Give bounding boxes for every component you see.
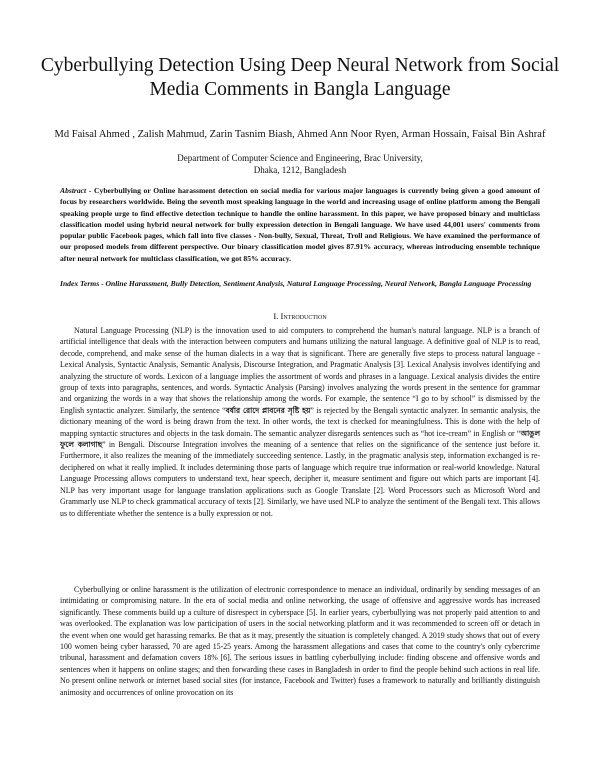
bangla-example-sentence-1: বর্ষার রোদে প্লাবনের সৃষ্টি হয় xyxy=(225,405,311,415)
abstract-label: Abstract xyxy=(60,186,87,195)
affiliation xyxy=(40,153,560,176)
paper-title: Cyberbullying Detection Using Deep Neural Network from Social Media Comments in Bangla Language xyxy=(40,55,560,100)
affiliation-line-1: Department of Computer Science and Engineering, Brac University, xyxy=(177,153,423,163)
intro-paragraph-2: Cyberbullying or online harassment is the utilization of electronic correspondence to menace an individual, ordinarily by sending messages of an intimidating or compromising nature. In the era of social media and online networking, the usage of offensive and aggressive words has increased significantly. These comments build up a culture of disrespect in cyberspace [5]. In earlier years, cyberbullying was not properly paid attention to and was overlooked. The explanation was low participation of users in the social networking platform and it was recommended to screen off or detach in the event when one would get harassing remarks. Be that as it may, presently the situation is completely changed. A 2019 study shows that out of every 100 women being cyber harassed, 70 are aged 15-25 years. Among the harassment allegations and cases that come to the country's only cybercrime tribunal, harassment and defamation covers 18% [6]. The serious issues in battling cyberbullying include: finding obscene and offensive words and sentences when it happens on online stages; and then forwarding these cases in Bangladesh in order to find the people behind such actions in real life. No present online network or internet based social sites (for instance, Facebook and Twitter) fuses a framework to naturally and brilliantly distinguish animosity and occurrences of online provocation on its xyxy=(60,585,540,697)
section-title: Introduction xyxy=(280,311,327,321)
intro-paragraph-1 xyxy=(60,325,540,519)
index-terms: Index Terms - Online Harassment, Bully Detection, Sentiment Analysis, Natural Language Processing, Neural Network, Bangla Language Processing xyxy=(60,279,532,288)
abstract-text: - Cyberbullying or Online harassment detection on social media for various major languages is currently being given a good amount of focus by researchers worldwide. Being the seventh most speaking language in the world and increasing usage of online platform among the Bengali speaking people urge to find effective detection technique to handle the online harassment. In this paper, we have proposed binary and multiclass classification model using hybrid neural network for bully expression detection in Bengali language. We have used 44,001 users' comments from popular public Facebook pages, which fall into five classes - Non-bully, Sexual, Threat, Troll and Religious. We have examined the performance of our proposed models from different perspective. Our binary classification model gives 87.91% accuracy, whereas introducing ensemble technique after neural network for multiclass classification, we got 85% accuracy. xyxy=(60,186,540,263)
author-list: Md Faisal Ahmed , Zalish Mahmud, Zarin Tasnim Biash, Ahmed Ann Noor Ryen, Arman Hossain, Faisal Bin Ashraf xyxy=(54,129,546,140)
bangla-example-sentence-2: আঙুল ফুলে কলাগাছ xyxy=(60,428,540,450)
section-number: I. xyxy=(273,311,279,321)
affiliation-line-2: Dhaka, 1212, Bangladesh xyxy=(253,164,347,175)
section-heading xyxy=(40,311,560,322)
paragraph-1-part-c: ” in Bengali. Discourse Integration involves the meaning of a sentence that relies on the significance of the sentence just before it. Furthermore, it also realizes the meaning of the immediately succeeding sentence. Lastly, in the pragmatic analysis step, information exchanged is re-deciphered on what it really implied. It includes determining those parts of language which require true information or real-world knowledge. Natural Language Processing allows computers to understand text, hear speech, decipher it, measure sentiment and figure out which parts are important [4]. NLP has very important usage for language translation applications such as Google Translate [2]. Word Processors such as Microsoft Word and Grammarly use NLP to check grammatical accuracy of texts [2]. Similarly, we have used NLP to analyze the sentiment of the Bengali text. This allows us to differentiate whether the sentence is a bully expression or not. xyxy=(60,440,540,518)
paragraph-1-part-a: Natural Language Processing (NLP) is the innovation used to aid computers to comprehend the human's natural language. NLP is a branch of artificial intelligence that deals with the interaction between computers and humans utilizing the natural language. A definitive goal of NLP is to read, decode, comprehend, and make sense of the human dialects in a way that is significant. There are generally five steps to process natural language - Lexical Analysis, Syntactic Analysis, Semantic Analysis, Discourse Integration, and Pragmatic Analysis [3]. Lexical Analysis involves identifying and analyzing the structure of words. Lexicon of a language implies the assortment of words and phrases in a language. Lexical analysis divides the entire group of texts into paragraphs, sentences, and words. Syntactic Analysis (Parsing) involves analyzing the words present in the sentence for grammar and organizing the words in a way that shows the relationship among the words. For example, the sentence “I go to by school” is dismissed by the English syntactic analyzer. Similarly, the sentence “ xyxy=(60,326,540,415)
abstract xyxy=(60,185,540,264)
paragraph-1-part-b: ” is rejected by the Bengali syntactic analyzer. In semantic analysis, the dictionary meaning of the word is being drawn from the text. In other words, the text is checked for meaningfulness. This is done with the help of mapping syntactic structures and objects in the task domain. The semantic analyzer disregards sentences such as “hot ice-cream” in English or “ xyxy=(60,405,540,438)
